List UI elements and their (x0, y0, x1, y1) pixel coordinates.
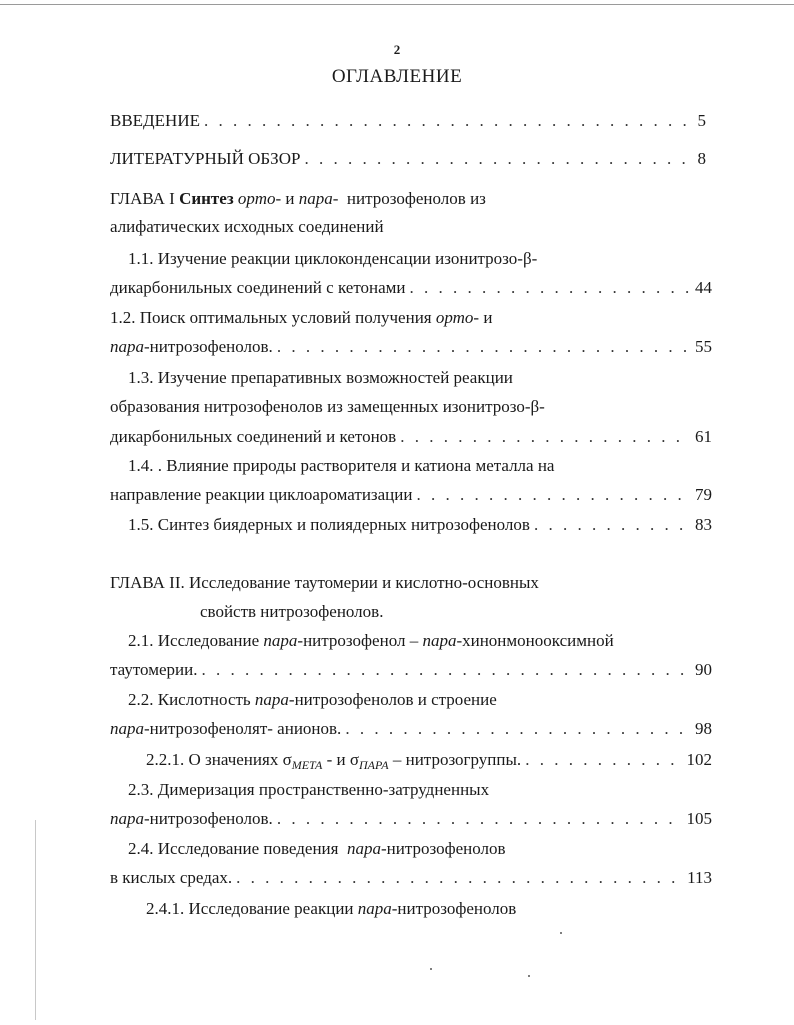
leader-dots (277, 808, 683, 830)
toc-entry-1-5[interactable] (128, 514, 712, 536)
toc-page-number: 102 (686, 750, 712, 769)
chapter1-heading-line2: алифатических исходных соединений (110, 217, 384, 236)
toc-entry-1-4[interactable] (110, 484, 712, 506)
section-2-1-line1[interactable] (128, 630, 614, 652)
toc-page-number: 5 (697, 111, 706, 130)
toc-entry-label: дикарбонильных соединений и кетонов (110, 427, 397, 446)
toc-entry-label (110, 718, 341, 740)
toc-page-number: 55 (695, 337, 712, 356)
section-text: -нитрозофенолят- анионов. (144, 719, 342, 738)
section-text: 2.2. Кислотность (128, 690, 251, 709)
ortho-term: орто- (435, 308, 480, 327)
para-term: пара (357, 899, 392, 918)
scan-speck (430, 968, 432, 970)
chapter-title-bold: Синтез (179, 189, 234, 208)
para-term: пара- (298, 189, 339, 208)
section-text: 2.1. Исследование (128, 631, 260, 650)
para-term: пара (254, 690, 289, 709)
chapter1-heading[interactable] (110, 188, 486, 210)
scan-speck (560, 932, 562, 934)
toc-page-number: 8 (697, 149, 706, 168)
toc-entry-label (110, 336, 273, 358)
leader-dots (400, 426, 691, 448)
section-text: 1.2. Поиск оптимальных условий получения (110, 308, 432, 327)
toc-page-number: 79 (695, 485, 712, 504)
leader-dots (345, 718, 691, 740)
toc-entry-label: таутомерии. (110, 660, 198, 679)
section-text: 2.4. Исследование поведения (128, 839, 339, 858)
leader-dots (277, 336, 691, 358)
leader-dots (304, 148, 693, 170)
toc-entry-label: ВВЕДЕНИЕ (110, 111, 200, 130)
toc-entry-label (110, 808, 273, 830)
section-text: 2.2.1. О значениях σ (146, 750, 292, 769)
leader-dots (201, 659, 691, 681)
section-1-3-line1[interactable]: 1.3. Изучение препаративных возможностей реакции (128, 368, 513, 387)
section-2-3-line1[interactable]: 2.3. Димеризация пространственно-затрудненных (128, 780, 490, 799)
section-text: 2.4.1. Исследование реакции (146, 899, 354, 918)
chapter2-heading-line2: свойств нитрозофенолов. (200, 602, 384, 621)
toc-page-number: 98 (695, 719, 712, 738)
section-1-3-line2: образования нитрозофенолов из замещенных изонитрозо-β- (110, 397, 545, 416)
toc-entry-2-2-1[interactable] (146, 749, 712, 771)
toc-entry-intro[interactable] (110, 110, 706, 132)
para-term: пара (110, 337, 144, 356)
toc-page-number: 61 (695, 427, 712, 446)
toc-page-number: 113 (687, 868, 712, 887)
chapter-title-rest: нитрозофенолов из (346, 189, 486, 208)
sigma-subscript: ПАРА (359, 758, 389, 772)
leader-dots (204, 110, 694, 132)
toc-entry-1-1[interactable] (110, 277, 712, 299)
toc-page-number: 83 (695, 515, 712, 534)
conjunction: и (285, 189, 295, 208)
page-title: ОГЛАВЛЕНИЕ (331, 66, 463, 87)
toc-entry-label: ЛИТЕРАТУРНЫЙ ОБЗОР (110, 149, 301, 168)
section-text: -нитрозофенолов. (144, 337, 273, 356)
toc-entry-2-2[interactable] (110, 718, 712, 740)
chapter-prefix: ГЛАВА I (110, 189, 175, 208)
para-term: пара (422, 631, 457, 650)
scan-edge-shadow (35, 820, 36, 1020)
toc-entry-2-4[interactable] (110, 867, 712, 889)
scan-border-line (0, 4, 794, 5)
section-text: -хинонмонооксимной (456, 631, 614, 650)
leader-dots (416, 484, 691, 506)
leader-dots (410, 277, 691, 299)
toc-entry-label (146, 749, 521, 776)
toc-page-number: 90 (695, 660, 712, 679)
para-term: пара (263, 631, 298, 650)
toc-entry-2-1[interactable] (110, 659, 712, 681)
chapter2-heading[interactable]: ГЛАВА II. Исследование таутомерии и кислотно-основных (110, 573, 539, 592)
scan-speck (528, 975, 530, 977)
leader-dots (236, 867, 683, 889)
section-2-2-line1[interactable] (128, 689, 497, 711)
section-2-4-1-line1[interactable] (146, 898, 516, 920)
section-text: -нитрозофенолов и строение (288, 690, 497, 709)
para-term: пара (346, 839, 381, 858)
toc-entry-1-2[interactable] (110, 336, 712, 358)
section-2-4-line1[interactable] (128, 838, 506, 860)
section-1-2-line1[interactable] (110, 307, 492, 329)
section-text: - и σ (322, 750, 359, 769)
section-1-1-line1[interactable]: 1.1. Изучение реакции циклоконденсации изонитрозо-β- (128, 249, 538, 268)
section-text: – нитрозогруппы. (388, 750, 522, 769)
section-text: -нитрозофенол – (297, 631, 419, 650)
toc-entry-label: направление реакции циклоароматизации (110, 485, 413, 504)
toc-entry-label: в кислых средах. (110, 868, 233, 887)
toc-page-number: 105 (686, 809, 712, 828)
section-text: -нитрозофенолов (380, 839, 506, 858)
conjunction: и (483, 308, 493, 327)
sigma-subscript: МЕТА (291, 758, 323, 772)
toc-entry-label: 1.5. Синтез биядерных и полиядерных нитрозофенолов (128, 515, 530, 534)
para-term: пара (110, 809, 144, 828)
section-text: -нитрозофенолов. (144, 809, 273, 828)
section-text: -нитрозофенолов (391, 899, 517, 918)
toc-entry-lit-review[interactable] (110, 148, 706, 170)
page-number: 2 (393, 42, 401, 57)
ortho-term: орто- (237, 189, 282, 208)
para-term: пара (110, 719, 144, 738)
section-1-4-line1[interactable]: 1.4. . Влияние природы растворителя и катиона металла на (128, 456, 555, 475)
toc-entry-2-3[interactable] (110, 808, 712, 830)
toc-entry-1-3[interactable] (110, 426, 712, 448)
toc-page-number: 44 (695, 278, 712, 297)
leader-dots (534, 514, 691, 536)
leader-dots (525, 749, 682, 771)
toc-entry-label: дикарбонильных соединений с кетонами (110, 278, 406, 297)
